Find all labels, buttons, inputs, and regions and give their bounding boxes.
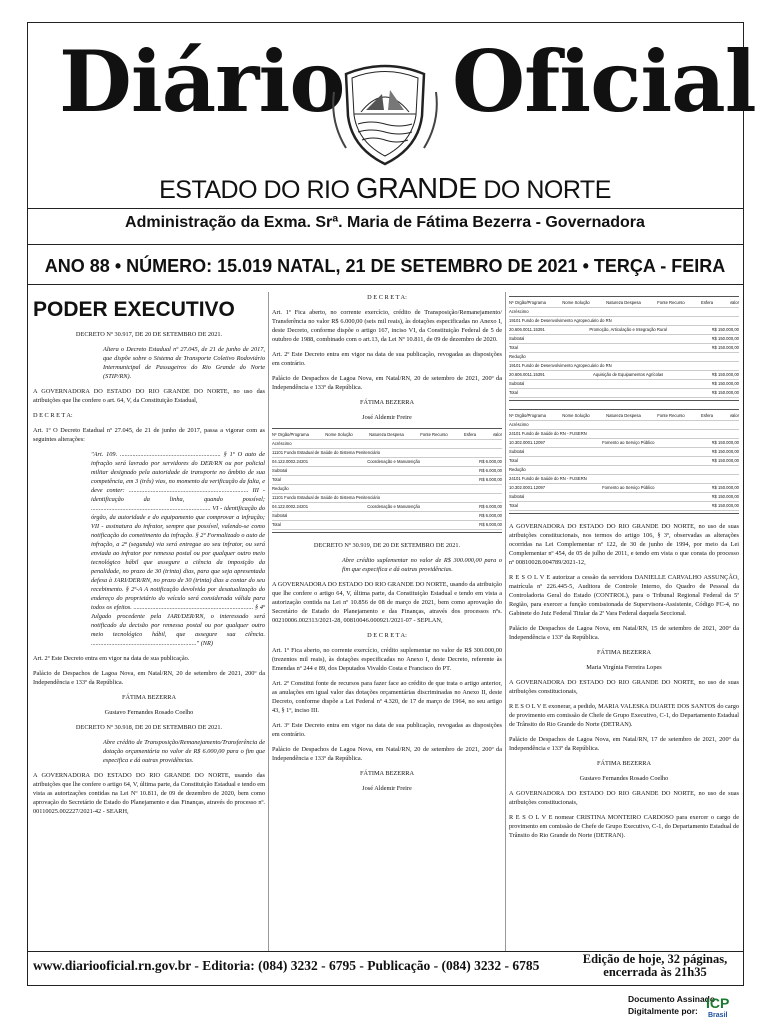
decree-article: Art. 2º Este Decreto entra em vigor na data de sua publicação. <box>33 655 190 662</box>
table-cell: Subtotal <box>272 513 288 518</box>
table-cell: Total <box>509 503 518 508</box>
decree-preamble: A GOVERNADORA DO ESTADO DO RIO GRANDE DO NORTE, usando das atribuições que lhe confere o artigo 64, V, última parte, da Constituição Estadual e tendo em vista as autorizações contidas na Lei Nº 10.811, de 09 de dezembro de 2020, bem como aprovação do Secretário de Estado do Planejamento e das Finanças, através do processo nº. 00110025.002227/2021-42 - SEARH, <box>33 772 265 815</box>
table-cell: R$ 150.000,00 <box>711 345 739 350</box>
masthead-title-right: Oficial <box>452 32 756 131</box>
table-row <box>509 466 739 475</box>
table-header-row <box>509 412 739 421</box>
table-cell: R$ 150.000,00 <box>711 336 739 341</box>
table-cell: Subtotal <box>509 494 525 499</box>
table-cell: R$ 6.000,00 <box>479 504 502 509</box>
table-cell: Acréscimo <box>509 422 529 427</box>
column-3 <box>509 293 739 846</box>
state-name-part: DO NORTE <box>483 176 611 204</box>
table-cell: Nº Orgão/Programa <box>272 432 309 437</box>
table-cell: Nome Solução <box>562 413 590 418</box>
table-row <box>272 458 502 467</box>
budget-table <box>509 409 739 514</box>
table-cell: Esfera <box>701 300 714 305</box>
table-cell: R$ 6.000,00 <box>479 468 502 473</box>
act-preamble: A GOVERNADORA DO ESTADO DO RIO GRANDE DO NORTE, no uso de suas atribuições constitucionais, nos termos do artigo 106, § 3º, observadas as alterações ocorridas na Lei Complementar nº 122, de 30 de junho de 1994, por meio da Lei Complementar nº 454, de 05 de julho de 2011, e tendo em vista o que consta do processo nº 00810028.004789/2021-12, <box>509 523 739 566</box>
state-name-part: GRANDE <box>355 173 477 205</box>
table-cell: Total <box>509 345 518 350</box>
decreta-heading: D E C R E T A: <box>33 412 73 419</box>
table-cell: Nº Orgão/Programa <box>509 300 546 305</box>
table-cell: 19101 Fundo de Desenvolvimento Agropecuário do RN <box>509 363 612 368</box>
table-cell: R$ 150.000,00 <box>711 485 739 490</box>
table-cell: Nome Solução <box>325 432 353 437</box>
table-cell: R$ 150.000,00 <box>711 503 739 508</box>
act-resolve: R E S O L V E autorizar a cessão da servidora DANIELLE CARVALHO ASSUNÇÃO, matrícula nº 226.445-5, Auditora de Controle Interno, do Quadro de Pessoal da Controladoria Geral do Estado (CONTROL), para o Tribunal Regional Federal da 5ª Região, para exercer a função comissionada de Supervisora-Assistente, Código FC-4, no Gabinete do Juiz Federal Titular da 2ª Vara Federal daquela Seccional. <box>509 574 739 617</box>
table-row <box>509 502 739 511</box>
table-cell: R$ 150.000,00 <box>711 494 739 499</box>
table-row <box>272 494 502 503</box>
act-resolve: R E S O L V E exonerar, a pedido, MARIA VALESKA DUARTE DOS SANTOS do cargo de provimento em comissão de Chefe de Grupo Executivo, C-1, do Departamento Estadual de Trânsito do Rio Grande do Norte (DETRAN). <box>509 703 739 728</box>
digital-signature-badge <box>626 990 734 1020</box>
signature-name: FÁTIMA BEZERRA <box>596 649 652 656</box>
table-cell: Subtotal <box>509 336 525 341</box>
table-cell: 10.302.0001.12097 <box>509 485 546 490</box>
administration-line: Administração da Exma. Srª. Maria de Fátima Bezerra - Governadora <box>125 214 645 231</box>
palace-dateline: Palácio de Despachos de Lagoa Nova, em Natal/RN, 20 de setembro de 2021, 200º da Independência e 133º da República. <box>272 375 502 391</box>
table-row <box>509 362 739 371</box>
table-row <box>272 440 502 449</box>
badge-line: Documento Assinado <box>628 994 716 1004</box>
table-cell: Fonte Recurso <box>420 432 448 437</box>
decree-heading: DECRETO Nº 30.918, DE 20 DE SETEMBRO DE 2021. <box>75 724 223 731</box>
table-cell: Acréscimo <box>509 309 529 314</box>
table-row <box>509 389 739 398</box>
table-cell: R$ 6.000,00 <box>479 459 502 464</box>
table-row <box>509 430 739 439</box>
table-cell: 11101 Fundo Estadual de Saúde do Sistema Penitenciário <box>272 450 381 455</box>
table-cell: 04.122.0002.24201 <box>272 504 309 509</box>
edition-note-line: Edição de hoje, 32 páginas, <box>582 952 728 966</box>
table-cell: Coordenação e Manutenção <box>367 459 421 464</box>
table-cell: Valor <box>729 300 739 305</box>
table-row <box>272 449 502 458</box>
signature-cosign: José Aldemir Freire <box>362 414 412 421</box>
state-coat-of-arms-icon <box>326 52 444 170</box>
table-cell: Esfera <box>701 413 714 418</box>
column-divider <box>268 292 269 952</box>
decree-preamble: A GOVERNADORA DO ESTADO DO RIO GRANDE DO NORTE, no uso das atribuições que lhe confere o art. 64, V, da Constituição Estadual, <box>33 388 265 404</box>
table-cell: R$ 150.000,00 <box>711 458 739 463</box>
table-cell: 24101 Fundo de Saúde do RN - FUSERN <box>509 431 587 436</box>
table-header-row <box>272 431 502 440</box>
table-cell: 19101 Fundo de Desenvolvimento Agropecuário do RN <box>509 318 612 323</box>
table-cell: R$ 150.000,00 <box>711 440 739 445</box>
table-row <box>509 308 739 317</box>
decree-preamble: A GOVERNADORA DO ESTADO DO RIO GRANDE DO NORTE, usando da atribuição que lhe confere o artigo 64, V, última parte, da Constituição Estadual e tendo em vista a autorização contida na Lei nº 10.856 de 08 de março de 2021, bem como aprovação do Secretário de Estado do Planejamento e das Finanças, através dos processos nºs. 00210006.002313/2021-28, 00810046.000921/2021-07 - SEPLAN, <box>272 581 502 624</box>
table-cell: Redução <box>272 486 289 491</box>
table-row <box>509 380 739 389</box>
table-row <box>509 448 739 457</box>
palace-dateline: Palácio de Despachos de Lagoa Nova, em Natal/RN, 17 de setembro de 2021, 200º da Independência e 133º da República. <box>509 736 739 752</box>
table-cell: Total <box>272 477 281 482</box>
column-1 <box>33 293 265 822</box>
table-cell: Total <box>509 390 518 395</box>
signature-cosign: Gustavo Fernandes Rosado Coelho <box>104 709 194 716</box>
table-row <box>272 467 502 476</box>
divider <box>27 284 744 285</box>
table-row <box>509 457 739 466</box>
table-cell: Nº Orgão/Programa <box>509 413 546 418</box>
table-row <box>509 353 739 362</box>
table-cell: R$ 6.000,00 <box>479 477 502 482</box>
table-cell: Redução <box>509 354 526 359</box>
table-cell: R$ 150.000,00 <box>711 449 739 454</box>
badge-line: Digitalmente por: <box>628 1006 698 1016</box>
decree-article: Art. 1º O Decreto Estadual nº 27.045, de 21 de junho de 2017, passa a vigorar com as seguintes alterações: <box>33 427 265 443</box>
decree-article: Art. 2º Constitui fonte de recursos para fazer face ao crédito de que trata o artigo anterior, as anulações em igual valor das dotações orçamentárias discriminadas no Anexo II, deste Decreto, conforme dispõe a Lei Federal nº 4.320, de 17 de março de 1964, no seu artigo 43, § 1º, inciso III. <box>272 680 502 714</box>
table-cell: 24101 Fundo de Saúde do RN - FUSERN <box>509 476 587 481</box>
signature-cosign: Gustavo Fernandes Rosado Coelho <box>579 775 669 782</box>
table-cell: R$ 150.000,00 <box>711 390 739 395</box>
table-row <box>509 493 739 502</box>
decree-ementa: Abre crédito suplementar no valor de R$ 300.000,00 para o fim que especifica e dá outras providências. <box>342 557 502 573</box>
table-row <box>509 475 739 484</box>
table-cell: Nome Solução <box>562 300 590 305</box>
decree-ementa: Abre crédito de Transposição/Remanejamento/Transferência de dotação orçamentária no valor de R$ 6.000,00 para o fim que especifica e dá outras providências. <box>103 739 265 764</box>
decreta-heading: D E C R E T A: <box>367 294 407 301</box>
divider <box>27 244 744 245</box>
table-cell: Fomento ao Serviço Público <box>602 485 655 490</box>
column-divider <box>505 292 506 952</box>
signature-name: FÁTIMA BEZERRA <box>359 399 415 406</box>
table-cell: Natureza Despesa <box>369 432 404 437</box>
table-row <box>272 476 502 485</box>
table-cell: Subtotal <box>272 468 288 473</box>
act-preamble: A GOVERNADORA DO ESTADO DO RIO GRANDE DO NORTE, no uso de suas atribuições constitucionais, <box>509 790 739 806</box>
table-cell: R$ 150.000,00 <box>711 381 739 386</box>
table-row <box>272 512 502 521</box>
table-row <box>509 344 739 353</box>
decree-heading: DECRETO Nº 30.919, DE 20 DE SETEMBRO DE 2021. <box>313 542 461 549</box>
table-cell: Coordenação e Manutenção <box>367 504 421 509</box>
decree-heading: DECRETO Nº 30.917, DE 20 DE SETEMBRO DE 2021. <box>75 331 223 338</box>
signature-name: FÁTIMA BEZERRA <box>596 760 652 767</box>
signature-cosign: José Aldemir Freire <box>362 785 412 792</box>
table-cell: Esfera <box>464 432 477 437</box>
table-row <box>509 371 739 380</box>
table-cell: Aquisição de Equipamentos Agrícolas <box>593 372 664 377</box>
table-cell: 20.606.0011.15391 <box>509 372 545 377</box>
palace-dateline: Palácio de Despachos de Lagoa Nova, em Natal/RN, 15 de setembro de 2021, 200º da Independência e 133º da República. <box>509 625 739 641</box>
table-cell: Acréscimo <box>272 441 292 446</box>
table-row <box>272 485 502 494</box>
act-resolve: R E S O L V E nomear CRISTINA MONTEIRO CARDOSO para exercer o cargo de provimento em comissão de Chefe de Grupo Executivo, C-1, do Departamento Estadual de Trânsito do Rio Grande do Norte (DETRAN). <box>509 814 739 839</box>
table-cell: R$ 6.000,00 <box>479 513 502 518</box>
table-cell: 20.606.0011.15391 <box>509 327 545 332</box>
table-row <box>509 317 739 326</box>
section-title: PODER EXECUTIVO <box>33 298 235 321</box>
palace-dateline: Palácio de Despachos de Lagoa Nova, em Natal/RN, 20 de setembro de 2021, 200º da Independência e 133º da República. <box>272 746 502 762</box>
table-cell: Promoção, Articulação e Integração Rural <box>589 327 667 332</box>
table-cell: Fomento ao Serviço Público <box>602 440 655 445</box>
table-cell: Subtotal <box>509 381 525 386</box>
table-cell: Valor <box>492 432 502 437</box>
decree-article: Art. 1º Fica aberto, no corrente exercício, crédito de Transposição/Remanejamento/ Transferência no valor R$ 6.000,00 (seis mil reais), às dotações especificadas no Anexo I, deste Decreto, conforme dispõe o artigo 167, inciso VI, da Constituição Federal de 5 de outubro de 1988, combinado com o art.13, da Lei Nº 10.811, de 09 de dezembro de 2020. <box>272 309 502 343</box>
decree-article: Art. 1º Fica aberto, no corrente exercício, crédito suplementar no valor de R$ 300.000,00 (trezentos mil reais), às dotações especificadas no Anexo I, deste Decreto, referente às Emendas nº 244 e 89, dos Deputados Vivaldo Costa e Francisco do PT. <box>272 647 502 672</box>
table-row <box>272 521 502 530</box>
state-name-part: ESTADO DO RIO <box>159 176 350 204</box>
table-row <box>509 326 739 335</box>
table-cell: R$ 150.000,00 <box>711 327 739 332</box>
table-cell: Valor <box>729 413 739 418</box>
table-cell: Subtotal <box>509 449 525 454</box>
icp-logo: ICP <box>706 995 730 1011</box>
table-cell: Redução <box>509 467 526 472</box>
table-cell: 04.122.0002.24201 <box>272 459 309 464</box>
table-header-row <box>509 299 739 308</box>
edition-note-line: encerrada às 21h35 <box>603 965 707 979</box>
table-cell: Natureza Despesa <box>606 413 641 418</box>
table-cell: Fonte Recurso <box>657 413 685 418</box>
decree-ementa: Altera o Decreto Estadual nº 27.045, de 21 de junho de 2017, que dispõe sobre o Sistema de Transporte Coletivo Rodoviário Intermunicipal de Passageiros do Rio Grande do Norte (STIP/RN). <box>103 346 265 380</box>
table-cell: Total <box>272 522 281 527</box>
table-cell: Natureza Despesa <box>606 300 641 305</box>
act-preamble: A GOVERNADORA DO ESTADO DO RIO GRANDE DO NORTE, no uso de suas atribuições constitucionais, <box>509 679 739 695</box>
signature-cosign: Maria Virgínia Ferreira Lopes <box>586 664 662 671</box>
palace-dateline: Palácio de Despachos de Lagoa Nova, em Natal/RN, 20 de setembro de 2021, 200º da Independência e 133º da República. <box>33 670 265 686</box>
signature-name: FÁTIMA BEZERRA <box>121 694 177 701</box>
footer-contact: www.diariooficial.rn.gov.br - Editoria: (084) 3232 - 6795 - Publicação - (084) 3232 - 6785 <box>33 958 540 973</box>
table-row <box>272 503 502 512</box>
table-cell: 11101 Fundo Estadual de Saúde do Sistema Penitenciário <box>272 495 381 500</box>
edition-line: ANO 88 • NÚMERO: 15.019 NATAL, 21 DE SETEMBRO DE 2021 • TERÇA - FEIRA <box>44 256 726 276</box>
column-2 <box>272 293 502 799</box>
table-row <box>509 439 739 448</box>
edition-note <box>575 953 735 979</box>
state-name <box>0 173 770 206</box>
decree-article: Art. 2º Este Decreto entra em vigor na data de sua publicação, revogadas as disposições em contrário. <box>272 351 502 367</box>
table-cell: R$ 6.000,00 <box>479 522 502 527</box>
divider <box>27 208 744 209</box>
table-cell: 10.302.0001.12097 <box>509 440 546 445</box>
budget-table <box>272 428 502 533</box>
table-cell: Fonte Recurso <box>657 300 685 305</box>
decree-article: Art. 3º Este Decreto entra em vigor na data de sua publicação, revogadas as disposições em contrário. <box>272 722 502 738</box>
signature-name: FÁTIMA BEZERRA <box>359 770 415 777</box>
table-row <box>509 421 739 430</box>
icp-brasil-label: Brasil <box>708 1012 728 1019</box>
table-row <box>509 484 739 493</box>
decreta-heading: D E C R E T A: <box>367 632 407 639</box>
table-cell: Total <box>509 458 518 463</box>
masthead-title-left: Diário <box>59 32 345 131</box>
budget-table <box>509 296 739 401</box>
table-cell: R$ 150.000,00 <box>711 372 739 377</box>
decree-quote: "Art. 109. ................................................................ § 1º O auto de infração será lavrado por servidores do DER/RN ou por policial militar designado pela autoridade de transporte no âmbito de sua competência, em 3 (três) vias, no momento da verificação da falta, e deve conter: ............................................................................ III - identificação da linha, quando possível; ............................................................................ VI - identificação do órgão, da autoridade e do equipamento que comprovar a infração; VII - assinatura do infrator, sempre que possível, valendo-se como notificação do cometimento da infração. § 2º Formalizado o auto de infração, a 2ª (segunda) via será entregue ao seu infrator, ou será enviada ao infrator por remessa postal ou por qualquer outro meio tecnológico hábil que assegure a ciência da imposição da penalidade, no prazo de 30 (trinta) dias, para que seja apresentada defesa à JARI/DER/RN, no prazo de 30 (trinta) dias a contar do seu recebimento. § 2º-A A notificação devolvida por desatualização do endereço do proprietário do veículo será considerada válida para todos os efeitos. ............................................................................ § 4º Julgado procedente pela JARI/DER/RN, o interessado será notificado da decisão por remessa postal ou por qualquer outro meio tecnológico hábil, que assegure sua ciência. ..................................................................." (NR) <box>91 451 265 647</box>
table-row <box>509 335 739 344</box>
